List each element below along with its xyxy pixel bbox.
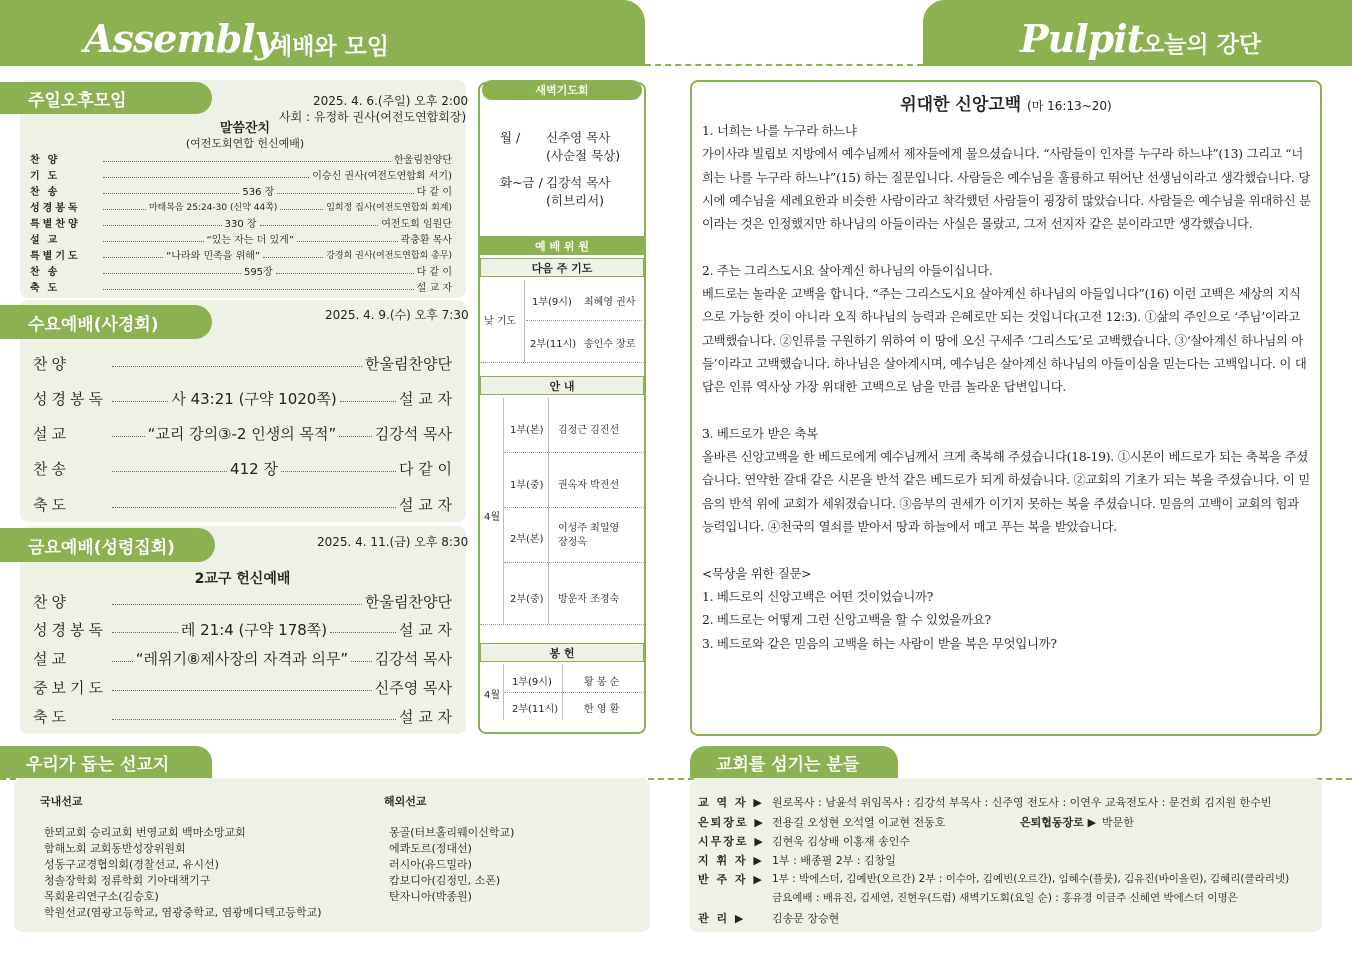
prayer-label: 낮 기도 <box>484 316 517 327</box>
order-label: 성경봉독 <box>33 620 107 639</box>
staff-row <box>698 794 1272 810</box>
prayer-heading: 다음 주 기도 <box>480 258 644 277</box>
sermon-paragraph: <묵상을 위한 질문> <box>702 566 812 581</box>
sunday-presider: 사회 : 유정하 권사(여전도연합회장) <box>279 110 467 124</box>
order-value: 설 교 자 <box>398 707 452 726</box>
divider <box>480 362 644 363</box>
order-label: 성경봉독 <box>30 202 81 214</box>
order-row <box>33 348 452 378</box>
overseas-item: 에콰도르(정대선) <box>389 842 472 855</box>
order-label: 축도 <box>30 282 66 294</box>
staff-value: 금요예배 : 배유진, 김세연, 진현우(드럼) 새벽기도회(요일 순) : 홍유경 이금주 신혜연 박에스더 이명은 <box>772 892 1238 904</box>
order-item: 595장 <box>243 266 273 278</box>
sermon-paragraph: 2. 주는 그리스도시요 살아계신 하나님의 아들이십니다. <box>702 263 993 278</box>
dawn-note-1: (사순절 묵상) <box>546 148 621 163</box>
order-value: 한울림찬양단 <box>365 592 452 611</box>
staff-value: 원로목사 : 남윤석 위임목사 : 김강석 부목사 : 신주영 전도사 : 이연우 교육전도사 : 문건희 김지원 한수빈 <box>772 796 1272 809</box>
order-label: 설교 <box>33 649 70 668</box>
assembly-script-title: Assembly <box>84 16 276 61</box>
order-label: 찬양 <box>30 154 66 166</box>
divider <box>524 280 525 362</box>
sermon-paragraph: 3. 베드로와 같은 믿음의 고백을 하는 사람이 받을 복은 무엇입니까? <box>702 636 1057 651</box>
sunday-heading: 주일오후모임 <box>0 82 212 114</box>
order-value: 설 교 자 <box>416 282 452 294</box>
committee-heading: 예 배 위 원 <box>480 236 644 255</box>
sunday-subtitle: (여전도회연합 헌신예배) <box>185 137 305 150</box>
order-value: 다 같 이 <box>416 266 452 278</box>
staff-value: 박문한 <box>1102 816 1134 829</box>
staff-label: 시무장로 ▶ <box>698 835 765 848</box>
order-item: 사 43:21 (구약 1020쪽) <box>171 389 337 408</box>
order-label: 중보기도 <box>33 678 107 697</box>
dawn-leader-2: 김강석 목사 <box>546 175 611 190</box>
order-row <box>33 672 452 702</box>
wednesday-date: 2025. 4. 9.(수) 오후 7:30 <box>325 308 469 322</box>
staff-label <box>698 890 772 905</box>
guide-month: 4월 <box>484 512 501 523</box>
order-row <box>30 230 452 246</box>
sermon-reference: (마 16:13~20) <box>1027 99 1112 113</box>
order-value: 한울림찬양단 <box>365 354 452 373</box>
order-row <box>30 278 452 294</box>
order-item: 레 21:4 (구약 178쪽) <box>180 620 328 639</box>
sermon-title-text: 위대한 신앙고백 <box>900 95 1022 115</box>
order-label: 특별찬양 <box>30 218 81 230</box>
overseas-item: 캄보디아(김정민, 소폰) <box>389 874 501 887</box>
order-label: 설교 <box>30 234 66 246</box>
order-label: 성경봉독 <box>33 389 107 408</box>
order-value: 다 같 이 <box>416 186 452 198</box>
prayer-name: 송인수 장로 <box>584 339 636 350</box>
friday-heading: 금요예배(성령집회) <box>0 528 215 562</box>
divider <box>504 562 644 563</box>
overseas-item: 몽골(터브홀리웨이신학교) <box>389 826 515 839</box>
divider <box>526 320 642 321</box>
sermon-paragraph: 3. 베드로가 받은 축복 <box>702 426 818 441</box>
order-value: 이승신 권사(여전도연합회 서기) <box>312 170 452 182</box>
prayer-time: 2부(11시) <box>530 339 577 350</box>
sunday-title: 말씀잔치 <box>219 121 271 136</box>
staff-label: 반 주 자 ▶ <box>698 873 764 886</box>
order-row <box>30 214 452 230</box>
order-row <box>30 150 452 166</box>
offering-name: 한 영 환 <box>584 704 620 715</box>
assembly-korean-title: 예배와 모임 <box>270 34 390 60</box>
order-row <box>33 453 452 483</box>
staff-label: 관 리 ▶ <box>698 912 746 925</box>
order-value: 여전도회 임원단 <box>381 218 452 230</box>
order-label: 설교 <box>33 424 70 443</box>
dawn-day-1: 월 / <box>500 130 521 145</box>
staff-row <box>698 852 896 868</box>
order-label: 축도 <box>33 495 70 514</box>
staff-value: 1부 : 박에스더, 김예반(오르간) 2부 : 이수아, 김예빈(오르간), 임혜수(플룻), 김유진(바이올린), 김혜리(클라리넷) <box>772 873 1290 885</box>
friday-date: 2025. 4. 11.(금) 오후 8:30 <box>317 535 469 549</box>
order-label: 찬양 <box>33 592 70 611</box>
order-value: 김강석 목사 <box>374 424 453 443</box>
order-label: 축도 <box>33 707 70 726</box>
missions-heading: 우리가 돕는 선교지 <box>0 746 212 778</box>
order-value: 다 같 이 <box>398 459 452 478</box>
staff-label: 지 휘 자 ▶ <box>698 854 764 867</box>
offering-time: 2부(11시) <box>512 704 559 715</box>
guide-time: 2부(본) <box>510 534 544 545</box>
order-label: 찬송 <box>30 186 66 198</box>
order-value: 강경희 권사(여전도연합회 총무) <box>326 250 452 261</box>
order-row <box>33 418 452 448</box>
staff-row <box>698 910 839 926</box>
guide-names: 권옥자 박진선 <box>558 480 620 491</box>
order-value: 설 교 자 <box>398 495 452 514</box>
order-value: 신주영 목사 <box>374 678 452 697</box>
offering-month: 4월 <box>484 690 501 701</box>
divider <box>504 507 644 508</box>
domestic-item: 목회윤리연구소(김승호) <box>44 890 159 903</box>
staff-row <box>698 833 910 849</box>
offering-time: 1부(9시) <box>512 677 552 688</box>
sermon-paragraph: 올바른 신앙고백을 한 베드로에게 예수님께서 크게 축복해 주셨습니다(18-19). ①시몬이 베드로가 되는 축복을 주셨습니다. 연약한 갈대 같은 시몬을 반석 같은 베드로가 되게 하셨습니다. ②교회의 기초가 되는 복을 주셨습니다. 이 믿음의 반석 위에 교회가 세워졌습니다. ③음부의 권세가 이기지 못하는 복을 주셨습니다. 믿음의 고백이 교회의 힘과 능력입니다. ④천국의 열쇠를 받아서 땅과 하늘에서 매고 푸는 복을 받았습니다. <box>702 450 1311 535</box>
order-row <box>30 182 452 198</box>
dawn-day-2: 화~금 / <box>500 175 543 190</box>
prayer-name: 최혜영 권사 <box>584 297 636 308</box>
sermon-paragraph: 1. 베드로의 신앙고백은 어떤 것이었습니까? <box>702 589 934 604</box>
order-value: 임희정 집사(여전도연합회 회계) <box>326 202 452 213</box>
order-label: 찬양 <box>33 354 70 373</box>
staff-heading: 교회를 섬기는 분들 <box>690 746 898 778</box>
order-row <box>30 262 452 278</box>
order-row <box>33 614 452 644</box>
staff-value: 전용길 오성현 오석열 이교현 전동호 <box>772 816 946 829</box>
sermon-paragraph: 2. 베드로는 어떻게 그런 신앙고백을 할 수 있었을까요? <box>702 613 991 628</box>
staff-row <box>698 814 1134 830</box>
staff-value: 1부 : 배종필 2부 : 김창일 <box>772 854 896 867</box>
order-item: “있는 자는 더 있게” <box>206 234 295 246</box>
divider <box>480 624 644 625</box>
staff-row <box>698 871 1289 887</box>
domestic-item: 학원선교(염광고등학교, 염광중학교, 염광메디텍고등학교) <box>44 906 322 919</box>
domestic-item: 청솔장학회 정류학회 기아대책기구 <box>44 874 211 887</box>
overseas-item: 러시아(유드밀라) <box>389 858 472 871</box>
order-row <box>33 383 452 413</box>
domestic-item: 성동구교경협의회(경찰선교, 유시선) <box>44 858 219 871</box>
divider <box>504 452 644 453</box>
order-item: 536 장 <box>242 186 275 198</box>
offering-name: 황 봉 순 <box>584 677 620 688</box>
guide-heading: 안 내 <box>480 376 644 395</box>
order-label: 기도 <box>30 170 66 182</box>
order-row <box>30 246 452 262</box>
order-item: 마태복음 25:24-30 (신약 44쪽) <box>148 202 278 213</box>
sermon-body <box>702 120 1312 656</box>
order-value: 설 교 자 <box>399 389 453 408</box>
order-row <box>30 166 452 182</box>
pulpit-script-title: Pulpit <box>1020 16 1144 61</box>
offering-heading: 봉 헌 <box>480 643 644 662</box>
header-divider <box>645 64 923 66</box>
order-label: 찬송 <box>33 459 70 478</box>
sermon-paragraph: 베드로는 놀라운 고백을 합니다. “주는 그리스도시요 살아계신 하나님의 아들입니다”(16) 이런 고백은 세상의 지식으로 가능한 것이 아니라 오직 하나님의 능력과 은혜로만 되는 것입니다(고전 12:3). ①삶의 주인으로 ‘주님’이라고 고백했습니다. ②인류를 구원하기 위하여 이 땅에 오신 구세주 ‘그리스도’로 고백했습니다. ③‘살아계신 하나님의 아들’이라고 고백했습니다. 하나님은 살아계시며, 예수님은 살아계신 하나님의 아들이심을 믿는다는 고백입니다. 이 대답은 인류 역사상 가장 위대한 고백으로 남을 만큼 놀라운 답변입니다. <box>702 287 1307 395</box>
order-value: 곽충환 목사 <box>400 234 453 246</box>
order-item: “교리 강의③-2 인생의 목적” <box>147 424 337 443</box>
order-label: 찬송 <box>30 266 66 278</box>
guide-names: 방운자 조경숙 <box>558 594 620 605</box>
staff-value: 김현욱 김상배 이홍재 송인수 <box>772 835 911 848</box>
staff-row <box>698 890 1238 905</box>
dawn-heading: 새벽기도회 <box>482 80 642 100</box>
staff-label: 은퇴협동장로 ▶ <box>1020 816 1097 829</box>
domestic-item: 함해노회 교회동반성장위원회 <box>44 842 186 855</box>
order-value: 설 교 자 <box>398 620 452 639</box>
order-row <box>33 701 452 731</box>
dawn-note-2: (히브리서) <box>546 193 605 208</box>
prayer-time: 1부(9시) <box>532 297 572 308</box>
sermon-paragraph: 1. 너희는 나를 누구라 하느냐 <box>702 124 857 138</box>
order-row <box>33 489 452 519</box>
guide-time: 1부(본) <box>510 425 544 436</box>
staff-value: 김송문 장승현 <box>772 912 840 925</box>
sermon-title <box>692 90 1320 115</box>
order-row <box>33 586 452 616</box>
order-item: 330 장 <box>224 218 257 230</box>
order-value: 한울림찬양단 <box>394 154 452 166</box>
order-label: 특별기도 <box>30 250 81 262</box>
order-row <box>30 198 452 214</box>
guide-names: 김정근 김진선 <box>558 425 620 436</box>
dawn-leader-1: 신주영 목사 <box>546 130 611 145</box>
staff-label: 교 역 자 ▶ <box>698 796 764 809</box>
overseas-label: 해외선교 <box>384 795 427 808</box>
sermon-paragraph: 가이사랴 빌립보 지방에서 예수님께서 제자들에게 물으셨습니다. “사람들이 인자를 누구라 하느냐”(13) 그리고 “너희는 나를 누구라 하느냐”(15) 하는 질문입니다. 사람들은 예수님을 훌륭하고 뛰어난 선생님이라고 생각했습니다. 당시에 예수님을 세례요한과 비슷한 사람이라고 착각했던 사람들이 굉장히 많았습니다. 사람들은 예수님을 위대하신 분이라는 것은 인정했지만 하나님의 아들이라는 사실은 몰랐고, 그저 선지자 같은 분이라고만 생각했습니다. <box>702 147 1311 232</box>
domestic-item: 한뫼교회 승리교회 번영교회 백마소망교회 <box>44 826 246 839</box>
domestic-label: 국내선교 <box>40 795 83 808</box>
divider <box>504 692 644 693</box>
guide-time: 2부(중) <box>510 594 544 605</box>
wednesday-heading: 수요예배(사경회) <box>0 305 212 339</box>
order-item: 412 장 <box>230 459 278 478</box>
staff-label: 은퇴장로 ▶ <box>698 816 765 829</box>
order-item: “레위기⑧제사장의 자격과 의무” <box>135 649 349 668</box>
pulpit-korean-title: 오늘의 강단 <box>1142 32 1262 58</box>
guide-names: 이성주 최일영 장정옥 <box>558 523 620 548</box>
order-value: 김강석 목사 <box>374 649 453 668</box>
overseas-item: 탄자니아(박종원) <box>389 890 472 903</box>
divider <box>503 398 504 624</box>
guide-time: 1부(중) <box>510 480 544 491</box>
sunday-date: 2025. 4. 6.(주일) 오후 2:00 <box>313 94 469 108</box>
friday-title: 2교구 헌신예배 <box>194 571 291 587</box>
order-item: “나라와 민족을 위해” <box>166 250 261 262</box>
order-row <box>33 643 452 673</box>
divider <box>548 398 549 624</box>
sermon-panel <box>690 80 1322 736</box>
